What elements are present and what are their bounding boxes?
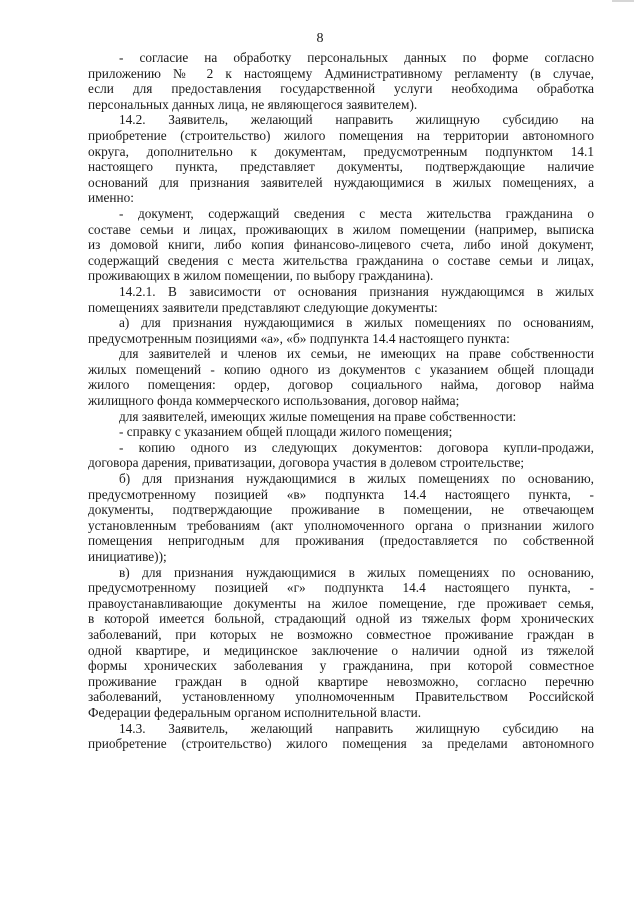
text-line: содержащий сведения с места жительства гражданина о составе семьи и лицах, <box>88 252 594 268</box>
scan-artifact-mark <box>612 0 634 2</box>
text-line: проживание граждан в одной квартире невозможно, согласно перечню <box>88 673 594 689</box>
text-line: округа, дополнительно к документам, предусмотренным подпунктом 14.1 <box>88 143 594 159</box>
text-line: установленным требованиям (акт уполномоченного органа о признании жилого <box>88 517 594 533</box>
page-number: 8 <box>316 31 324 46</box>
text-line: для заявителей и членов их семьи, не имеющих на праве собственности <box>119 346 594 362</box>
text-line: жилых помещений - копию одного из документов с указанием общей площади <box>88 361 594 377</box>
text-line: документы, подтверждающие проживание в помещении, не отвечающем <box>88 502 594 518</box>
text-line: из домовой книги, либо копия финансово-лицевого счета, либо иной документ, <box>88 237 594 253</box>
text-line: помещения непригодным для проживания (предоставляется по собственной <box>88 533 594 549</box>
text-line: составе семьи и лицах, проживающих в жилом помещении (например, выписка <box>88 221 594 237</box>
text-line: 14.3. Заявитель, желающий направить жилищную субсидию на <box>119 720 594 736</box>
text-line: жилищного фонда коммерческого использования, договор найма; <box>88 393 460 409</box>
text-line: в которой имеется больной, страдающий одной из тяжелых форм хронических <box>88 611 594 627</box>
text-line: если для предоставления государственной услуги необходима обработка <box>88 81 594 97</box>
text-line: в) для признания нуждающимися в жилых помещениях по основанию, <box>119 564 594 580</box>
text-line: проживающих в жилом помещении, по выбору гражданина). <box>88 268 434 284</box>
text-line: предусмотренным позициями «а», «б» подпункта 14.4 настоящего пункта: <box>88 330 510 346</box>
text-line: 14.2. Заявитель, желающий направить жилищную субсидию на <box>119 112 594 128</box>
text-line: инициативе)); <box>88 549 167 564</box>
text-line: именно: <box>88 190 135 206</box>
text-line: жилого помещения: ордер, договор социального найма, договор найма <box>88 377 594 393</box>
text-line: предусмотренному позицией «г» подпункта 14.4 настоящего пункта, - <box>88 580 594 596</box>
text-line: помещениях заявители представляют следующие документы: <box>88 299 438 315</box>
text-line: приложению № 2 к настоящему Административному регламенту (в случае, <box>88 65 594 81</box>
text-line: 14.2.1. В зависимости от основания признания нуждающимся в жилых <box>119 283 594 299</box>
text-line: приобретение (строительство) жилого помещения за пределами автономного <box>88 736 594 752</box>
document-body <box>88 50 594 752</box>
text-line: - справку с указанием общей площади жилого помещения; <box>119 424 453 440</box>
text-line: для заявителей, имеющих жилые помещения на праве собственности: <box>119 408 517 424</box>
text-line: заболеваний, установленному уполномоченным Правительством Российской <box>88 689 594 705</box>
text-line: формы хронических заболевания у гражданина, при которой совместное <box>88 658 594 674</box>
text-line: а) для признания нуждающимися в жилых помещениях по основаниям, <box>119 315 594 331</box>
text-line: - копию одного из следующих документов: договора купли-продажи, <box>119 439 594 455</box>
text-line: Федерации федеральным органом исполнительной власти. <box>88 704 422 720</box>
text-line: оснований для признания заявителей нуждающимися в жилых помещениях, а <box>88 174 594 190</box>
text-line: приобретение (строительство) жилого помещения на территории автономного <box>88 127 594 143</box>
text-line: правоустанавливающие документы на жилое помещение, где проживает семья, <box>88 595 594 611</box>
text-line: - согласие на обработку персональных данных по форме согласно <box>119 50 594 65</box>
text-line: одной квартире, и медицинское заключение о наличии одной из тяжелой <box>88 642 594 658</box>
text-line: договора дарения, приватизации, договора участия в долевом строительстве; <box>88 455 525 471</box>
text-line: предусмотренному позицией «в» подпункта 14.4 настоящего пункта, - <box>88 486 594 502</box>
text-line: б) для признания нуждающимися в жилых помещениях по основанию, <box>119 471 594 487</box>
text-line: - документ, содержащий сведения с места жительства гражданина о <box>119 205 594 221</box>
text-line: заболеваний, при которых не возможно совместное проживание граждан в <box>88 626 594 642</box>
text-line: персональных данных лица, не являющегося заявителем). <box>88 96 418 112</box>
text-line: настоящего пункта, представляет документы, подтверждающие наличие <box>88 159 594 175</box>
